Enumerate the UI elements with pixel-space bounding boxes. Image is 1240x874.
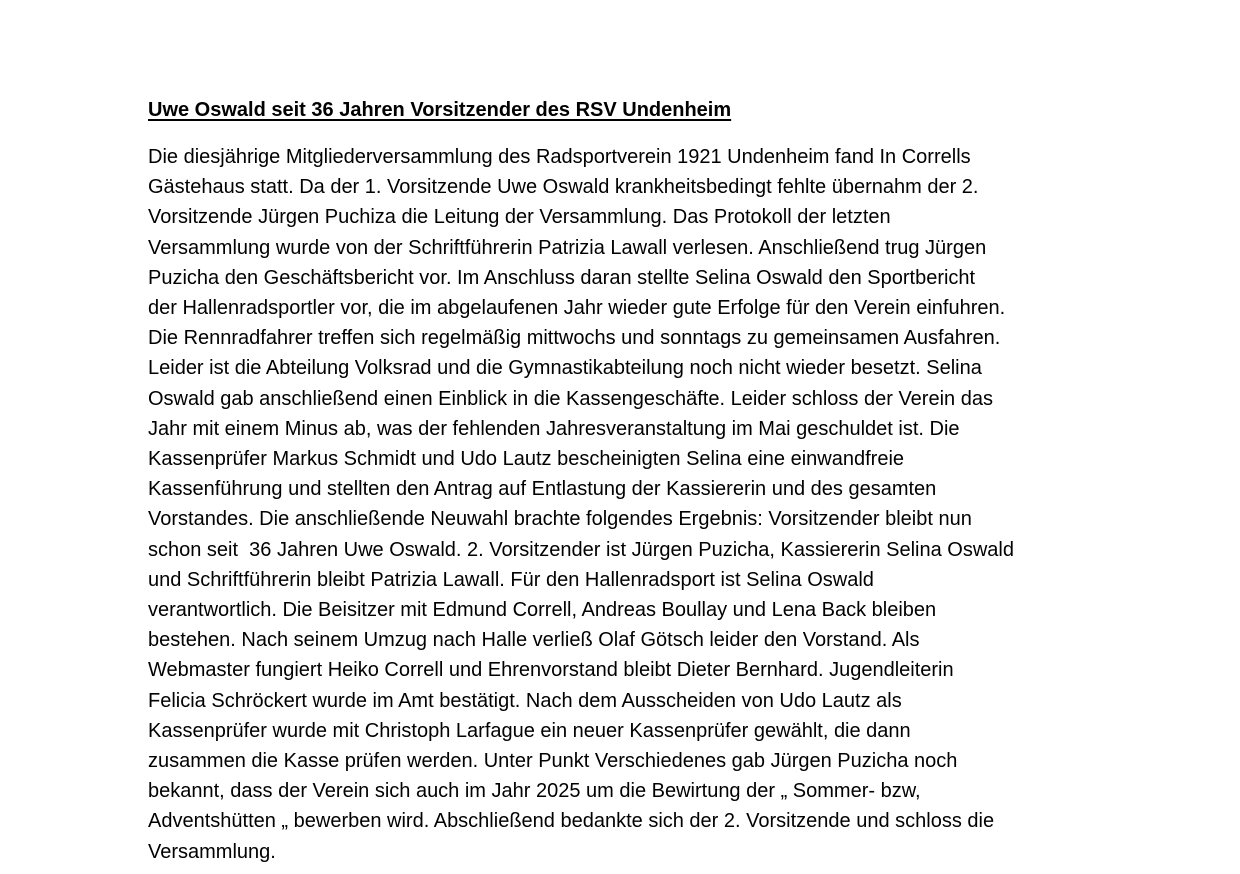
body-line: Felicia Schröckert wurde im Amt bestätigt. Nach dem Ausscheiden von Udo Lautz als	[148, 689, 902, 712]
body-line: Die diesjährige Mitgliederversammlung des Radsportverein 1921 Undenheim fand In Corrells	[148, 146, 971, 168]
body-line: Vorsitzende Jürgen Puchiza die Leitung der Versammlung. Das Protokoll der letzten	[148, 206, 891, 229]
body-line: der Hallenradsportler vor, die im abgelaufenen Jahr wieder gute Erfolge für den Verein einfuhren.	[148, 297, 1006, 320]
body-line: schon seit 36 Jahren Uwe Oswald. 2. Vorsitzender ist Jürgen Puzicha, Kassiererin Selina Oswald	[148, 538, 1014, 561]
article-headline: Uwe Oswald seit 36 Jahren Vorsitzender des RSV Undenheim	[148, 99, 732, 121]
body-line: bestehen. Nach seinem Umzug nach Halle verließ Olaf Götsch leider den Vorstand. Als	[148, 629, 920, 652]
body-line: Versammlung.	[148, 840, 276, 863]
body-line: Puzicha den Geschäftsbericht vor. Im Anschluss daran stellte Selina Oswald den Sportbericht	[148, 266, 976, 289]
article-body	[148, 142, 1108, 867]
body-line: Kassenprüfer wurde mit Christoph Larfague ein neuer Kassenprüfer gewählt, die dann	[148, 719, 911, 742]
body-line: Kassenprüfer Markus Schmidt und Udo Lautz bescheinigten Selina eine einwandfreie	[148, 448, 905, 471]
body-line: Versammlung wurde von der Schriftführerin Patrizia Lawall verlesen. Anschließend trug Jürgen	[148, 236, 987, 259]
body-line: verantwortlich. Die Beisitzer mit Edmund Correll, Andreas Boullay und Lena Back bleiben	[148, 599, 937, 622]
body-line: Kassenführung und stellten den Antrag auf Entlastung der Kassiererin und des gesamten	[148, 478, 937, 501]
body-line: Jahr mit einem Minus ab, was der fehlenden Jahresveranstaltung im Mai geschuldet ist. Die	[148, 417, 960, 440]
body-line: Oswald gab anschließend einen Einblick in die Kassengeschäfte. Leider schloss der Verein das	[148, 387, 993, 410]
body-line: Gästehaus statt. Da der 1. Vorsitzende Uwe Oswald krankheitsbedingt fehlte übernahm der 2.	[148, 176, 979, 199]
body-line: Leider ist die Abteilung Volksrad und die Gymnastikabteilung noch nicht wieder besetzt. Selina	[148, 357, 982, 380]
body-line: und Schriftführerin bleibt Patrizia Lawall. Für den Hallenradsport ist Selina Oswald	[148, 568, 874, 591]
body-line: Adventshütten „ bewerben wird. Abschließend bedankte sich der 2. Vorsitzende und schloss die	[148, 810, 995, 833]
body-line: Die Rennradfahrer treffen sich regelmäßig mittwochs und sonntags zu gemeinsamen Ausfahren.	[148, 327, 1001, 350]
body-line: Vorstandes. Die anschließende Neuwahl brachte folgendes Ergebnis: Vorsitzender bleibt nun	[148, 508, 972, 531]
body-line: zusammen die Kasse prüfen werden. Unter Punkt Verschiedenes gab Jürgen Puzicha noch	[148, 750, 958, 773]
body-line: Webmaster fungiert Heiko Correll und Ehrenvorstand bleibt Dieter Bernhard. Jugendleiterin	[148, 659, 954, 682]
body-line: bekannt, dass der Verein sich auch im Jahr 2025 um die Bewirtung der „ Sommer- bzw,	[148, 780, 921, 803]
